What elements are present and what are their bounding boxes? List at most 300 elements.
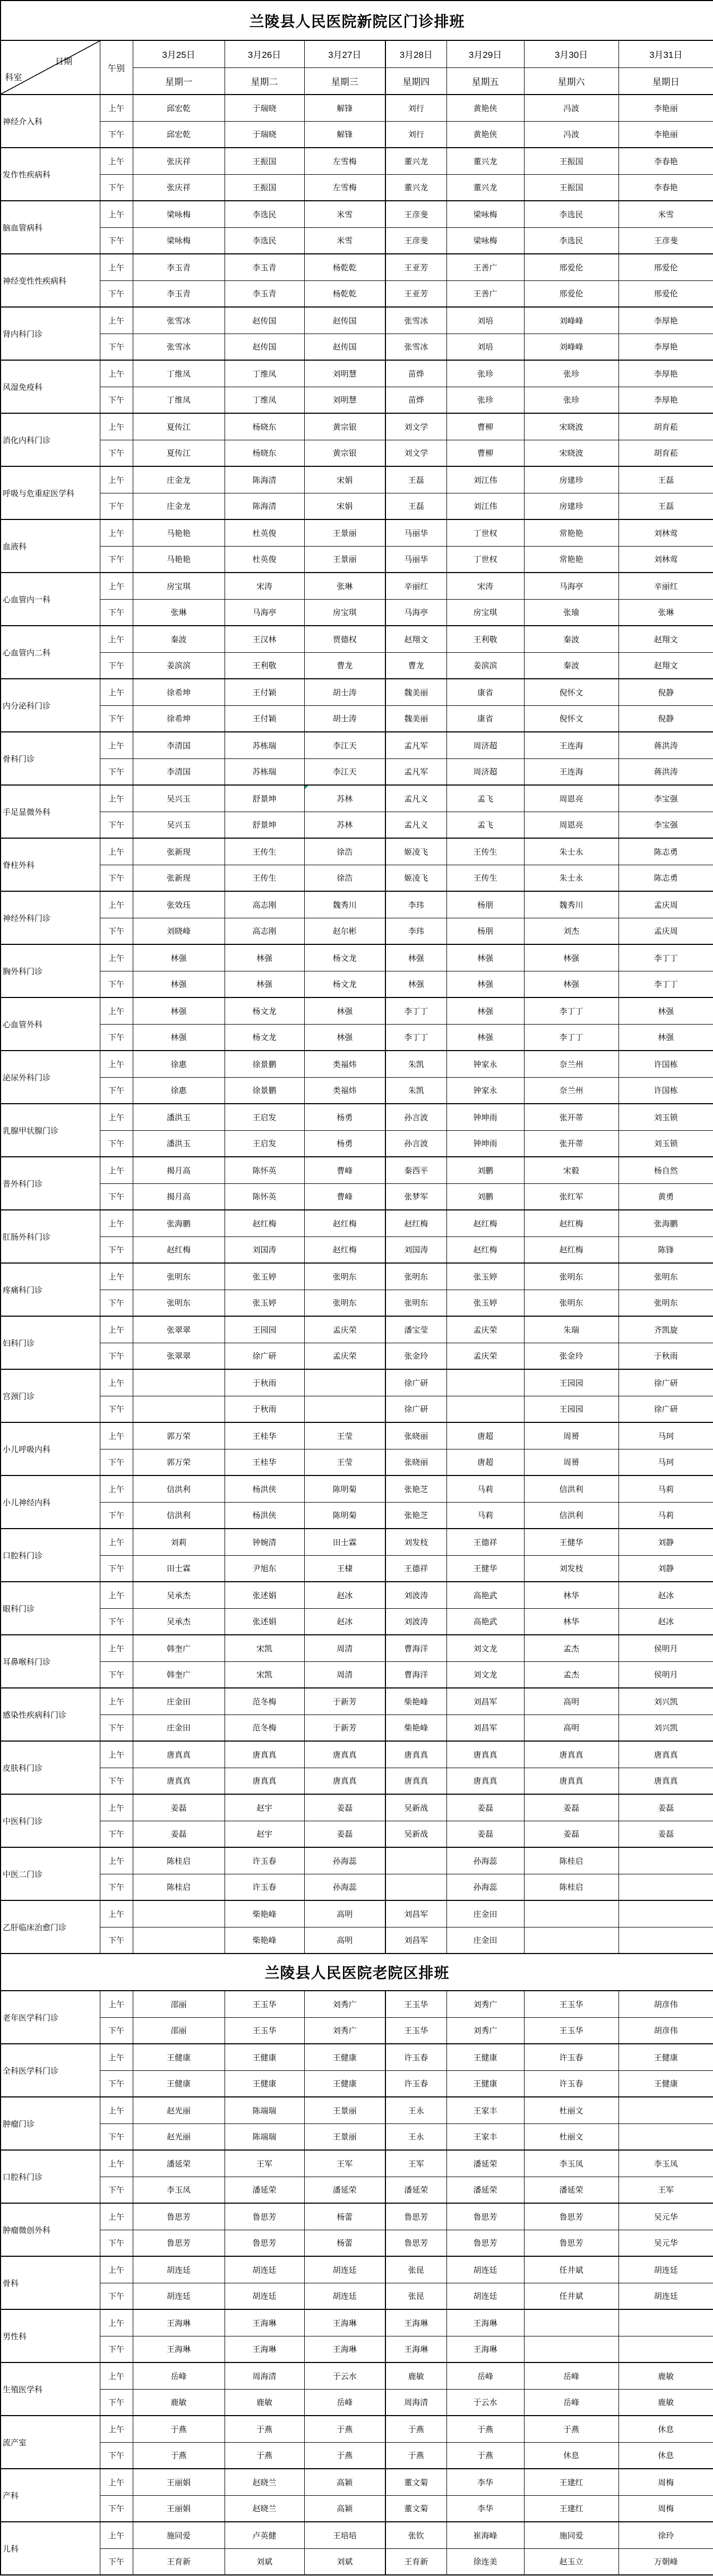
doctor-cell: 于燕: [225, 2416, 304, 2442]
department-name: 胸外科门诊: [1, 944, 100, 997]
doctor-cell: 李春艳: [618, 174, 713, 201]
doctor-cell: 邢爱伦: [618, 254, 713, 280]
doctor-cell: 陈端瑞: [225, 2123, 304, 2150]
doctor-cell: 姜磊: [524, 1794, 618, 1821]
doctor-cell: 岳峰: [524, 2362, 618, 2389]
doctor-cell: 信洪利: [133, 1502, 225, 1529]
session-label: 上午: [100, 148, 133, 174]
doctor-cell: 张珍: [446, 387, 524, 413]
doctor-cell: 胡连廷: [225, 2283, 304, 2309]
doctor-cell: 张述娟: [225, 1582, 304, 1608]
doctor-cell: 钟家永: [446, 1077, 524, 1104]
schedule-row: [1, 227, 713, 254]
doctor-cell: 王传生: [225, 838, 304, 865]
doctor-cell: 徐景鹏: [225, 1077, 304, 1104]
schedule-row: [1, 493, 713, 519]
doctor-cell: 秦波: [133, 626, 225, 652]
schedule-row: [1, 2416, 713, 2442]
doctor-cell: 马海亭: [385, 599, 446, 626]
doctor-cell: 王海琳: [133, 2336, 225, 2362]
doctor-cell: 张开蒂: [524, 1104, 618, 1130]
department-name: 呼吸与危重症医学科: [1, 466, 100, 519]
schedule-row: [1, 1290, 713, 1316]
session-label: 上午: [100, 201, 133, 227]
doctor-cell: 姜磊: [446, 1794, 524, 1821]
doctor-cell: 邱宏乾: [133, 95, 225, 121]
department-name: 小儿呼吸内科: [1, 1422, 100, 1475]
schedule-row: [1, 1502, 713, 1529]
doctor-cell: 陈志勇: [618, 838, 713, 865]
doctor-cell: 王玉华: [225, 1991, 304, 2017]
session-label: 下午: [100, 865, 133, 891]
doctor-cell: 夏传江: [133, 440, 225, 466]
doctor-cell: 杨乾乾: [304, 254, 385, 280]
doctor-cell: 苏栋瑞: [225, 758, 304, 785]
department-name: 儿科: [1, 2522, 100, 2575]
doctor-cell: 邱宏乾: [133, 121, 225, 148]
session-label: 下午: [100, 387, 133, 413]
doctor-cell: 周赟: [524, 1422, 618, 1449]
doctor-cell: 施同爱: [133, 2522, 225, 2548]
schedule-row: [1, 466, 713, 493]
doctor-cell: 奈兰州: [524, 1051, 618, 1077]
doctor-cell: 陈桂启: [524, 1847, 618, 1874]
doctor-cell: 李丁丁: [618, 944, 713, 971]
doctor-cell: 赵传国: [225, 334, 304, 360]
doctor-cell: 马莉: [618, 1502, 713, 1529]
department-name: 疼痛科门诊: [1, 1263, 100, 1316]
doctor-cell: 休息: [524, 2442, 618, 2469]
doctor-cell: 姜滨滨: [133, 652, 225, 679]
doctor-cell: 徐景鹏: [225, 1051, 304, 1077]
doctor-cell: 杨晓东: [225, 413, 304, 440]
doctor-cell: 房宝琪: [304, 599, 385, 626]
doctor-cell: 李丁丁: [524, 1024, 618, 1051]
doctor-cell: 李玉青: [133, 254, 225, 280]
schedule-row: [1, 1422, 713, 1449]
doctor-cell: 徐广研: [385, 1369, 446, 1396]
doctor-cell: 潘洪玉: [133, 1130, 225, 1157]
doctor-cell: 王军: [225, 2150, 304, 2177]
doctor-cell: 杨文龙: [304, 971, 385, 997]
doctor-cell: 丁世权: [446, 546, 524, 573]
session-label: 上午: [100, 1051, 133, 1077]
schedule-row: [1, 121, 713, 148]
doctor-cell: 施同爱: [524, 2522, 618, 2548]
doctor-cell: 胡连廷: [446, 2256, 524, 2283]
doctor-cell: 唐真真: [133, 1741, 225, 1768]
doctor-cell: 王建红: [524, 2495, 618, 2522]
doctor-cell: 鲁思芳: [133, 2203, 225, 2230]
doctor-cell: 林强: [618, 1024, 713, 1051]
doctor-cell: 王传生: [446, 838, 524, 865]
doctor-cell: 王启发: [225, 1130, 304, 1157]
weekday-header: 星期二: [225, 67, 304, 95]
doctor-cell: 刘晓峰: [133, 918, 225, 944]
schedule-row: [1, 732, 713, 758]
doctor-cell: 徐广研: [618, 1396, 713, 1422]
doctor-cell: 刘昌军: [446, 1715, 524, 1741]
doctor-cell: 唐超: [446, 1422, 524, 1449]
doctor-cell: 唐真真: [446, 1741, 524, 1768]
schedule-row: [1, 1104, 713, 1130]
schedule-row: [1, 1582, 713, 1608]
doctor-cell: 刘发枝: [385, 1529, 446, 1555]
doctor-cell: 揭月高: [133, 1157, 225, 1183]
doctor-cell: 林强: [524, 971, 618, 997]
doctor-cell: 刘昌军: [385, 1900, 446, 1927]
doctor-cell: 李丁丁: [385, 1024, 446, 1051]
session-label: 上午: [100, 679, 133, 705]
doctor-cell: 徐浩: [304, 865, 385, 891]
doctor-cell: 于秋雨: [225, 1369, 304, 1396]
weekday-header: 星期四: [385, 67, 446, 95]
session-label: 下午: [100, 1555, 133, 1582]
doctor-cell: 王启发: [225, 1104, 304, 1130]
doctor-cell: 马莉: [446, 1502, 524, 1529]
session-label: 上午: [100, 626, 133, 652]
doctor-cell: 王玉华: [385, 1991, 446, 2017]
doctor-cell: 林强: [133, 971, 225, 997]
doctor-cell: 任井斌: [524, 2283, 618, 2309]
doctor-cell: 房建珍: [524, 493, 618, 519]
doctor-cell: 周济超: [446, 758, 524, 785]
doctor-cell: 孙言波: [385, 1104, 446, 1130]
doctor-cell: 赵冰: [304, 1608, 385, 1635]
doctor-cell: 刘江伟: [446, 466, 524, 493]
schedule-row: [1, 1183, 713, 1210]
doctor-cell: 朱凯: [385, 1077, 446, 1104]
doctor-cell: 宋娟: [304, 466, 385, 493]
doctor-cell: 赵红梅: [524, 1210, 618, 1236]
doctor-cell: 刘林莺: [618, 546, 713, 573]
schedule-row: [1, 971, 713, 997]
doctor-cell: 朱瑞: [524, 1316, 618, 1343]
department-name: 肛肠外科门诊: [1, 1210, 100, 1263]
doctor-cell: 郭万荣: [133, 1422, 225, 1449]
session-label: 下午: [100, 440, 133, 466]
doctor-cell: 于燕: [524, 2416, 618, 2442]
department-name: 脑血管病科: [1, 201, 100, 254]
session-label: 下午: [100, 1608, 133, 1635]
doctor-cell: 揭月高: [133, 1183, 225, 1210]
date-header: 3月30日: [524, 40, 618, 67]
doctor-cell: 吴新战: [385, 1821, 446, 1847]
doctor-cell: 李选民: [524, 201, 618, 227]
doctor-cell: 柴艳峰: [385, 1688, 446, 1715]
schedule-row: [1, 95, 713, 121]
doctor-cell: 杨晓东: [225, 440, 304, 466]
session-label: 上午: [100, 2203, 133, 2230]
doctor-cell: 唐真真: [304, 1768, 385, 1794]
doctor-cell: 黄宗银: [304, 413, 385, 440]
doctor-cell: 孟凡义: [385, 785, 446, 812]
session-label: 上午: [100, 360, 133, 387]
doctor-cell: [618, 2336, 713, 2362]
doctor-cell: [385, 1874, 446, 1900]
doctor-cell: 冯波: [524, 121, 618, 148]
doctor-cell: 陈怀英: [225, 1157, 304, 1183]
doctor-cell: 林强: [225, 971, 304, 997]
doctor-cell: 王景丽: [304, 2123, 385, 2150]
doctor-cell: 王园园: [524, 1396, 618, 1422]
doctor-cell: 王健华: [446, 1555, 524, 1582]
doctor-cell: 杜英俊: [225, 519, 304, 546]
doctor-cell: 庄金田: [446, 1927, 524, 1954]
doctor-cell: 李厚艳: [618, 307, 713, 334]
schedule-row: [1, 652, 713, 679]
doctor-cell: 房建珍: [524, 466, 618, 493]
weekday-header: 星期五: [446, 67, 524, 95]
department-name: 乳腺甲状腺门诊: [1, 1104, 100, 1157]
session-label: 下午: [100, 1077, 133, 1104]
doctor-cell: 庄金龙: [133, 466, 225, 493]
session-label: 上午: [100, 1582, 133, 1608]
doctor-cell: 曹柳: [446, 440, 524, 466]
doctor-cell: 林华: [524, 1582, 618, 1608]
doctor-cell: 田士霖: [133, 1555, 225, 1582]
doctor-cell: 李厚艳: [618, 387, 713, 413]
doctor-cell: 杨朋: [446, 918, 524, 944]
doctor-cell: 刘秀广: [446, 1991, 524, 2017]
doctor-cell: 王连海: [524, 758, 618, 785]
doctor-cell: 李华: [446, 2469, 524, 2495]
doctor-cell: [618, 2097, 713, 2123]
doctor-cell: 于燕: [385, 2416, 446, 2442]
doctor-cell: 周清: [304, 1635, 385, 1661]
schedule-body: [1, 95, 713, 2575]
doctor-cell: 杜英俊: [225, 546, 304, 573]
doctor-cell: 胡连廷: [133, 2283, 225, 2309]
doctor-cell: [304, 1369, 385, 1396]
schedule-row: [1, 2097, 713, 2123]
doctor-cell: 吴承杰: [133, 1582, 225, 1608]
schedule-row: [1, 891, 713, 918]
doctor-cell: 李玮: [385, 891, 446, 918]
doctor-cell: 王玉华: [524, 2017, 618, 2044]
session-label: 下午: [100, 121, 133, 148]
doctor-cell: 丁维凤: [225, 387, 304, 413]
doctor-cell: 王健康: [304, 2070, 385, 2097]
doctor-cell: 刘文学: [385, 440, 446, 466]
doctor-cell: 张红军: [524, 1183, 618, 1210]
doctor-cell: 王景丽: [304, 519, 385, 546]
schedule-row: [1, 865, 713, 891]
doctor-cell: 胡育菘: [618, 440, 713, 466]
doctor-cell: 马海亭: [524, 573, 618, 599]
doctor-cell: 唐真真: [618, 1741, 713, 1768]
doctor-cell: 孟庆周: [618, 918, 713, 944]
doctor-cell: 张玉婷: [446, 1290, 524, 1316]
doctor-cell: 王健康: [225, 2070, 304, 2097]
doctor-cell: 潘延荣: [225, 2177, 304, 2203]
session-label: 上午: [100, 2469, 133, 2495]
doctor-cell: 唐真真: [618, 1768, 713, 1794]
session-label: 下午: [100, 2123, 133, 2150]
doctor-cell: 王培培: [304, 2522, 385, 2548]
department-name: 内分泌科门诊: [1, 679, 100, 732]
doctor-cell: 孟杰: [524, 1635, 618, 1661]
doctor-cell: 鲁思芳: [524, 2203, 618, 2230]
schedule-row: [1, 1077, 713, 1104]
department-name: 发作性疾病科: [1, 148, 100, 201]
doctor-cell: 唐真真: [385, 1741, 446, 1768]
schedule-row: [1, 997, 713, 1024]
doctor-cell: 王传生: [225, 865, 304, 891]
doctor-cell: 孟飞: [446, 812, 524, 838]
doctor-cell: 徐广研: [225, 1343, 304, 1369]
department-name: 皮肤科门诊: [1, 1741, 100, 1794]
doctor-cell: 宋涛: [225, 573, 304, 599]
doctor-cell: 岳峰: [304, 2389, 385, 2416]
schedule-row: [1, 2389, 713, 2416]
doctor-cell: 刘静: [618, 1529, 713, 1555]
doctor-cell: 王磊: [618, 466, 713, 493]
doctor-cell: 于瑞晓: [225, 95, 304, 121]
doctor-cell: 康省: [446, 705, 524, 732]
schedule-row: [1, 519, 713, 546]
schedule-title: 兰陵县人民医院老院区排班: [1, 1954, 713, 1991]
doctor-cell: 陈桂启: [524, 1874, 618, 1900]
doctor-cell: 李江天: [304, 732, 385, 758]
session-label: 下午: [100, 705, 133, 732]
doctor-cell: 王健康: [618, 2070, 713, 2097]
session-label: 上午: [100, 2416, 133, 2442]
doctor-cell: 于秋雨: [618, 1343, 713, 1369]
session-label: 下午: [100, 1874, 133, 1900]
schedule-row: [1, 2203, 713, 2230]
doctor-cell: 刘行: [385, 95, 446, 121]
doctor-cell: 赵红梅: [446, 1210, 524, 1236]
doctor-cell: 周梅: [618, 2495, 713, 2522]
doctor-cell: 张明东: [524, 1263, 618, 1290]
doctor-cell: 胡连廷: [225, 2256, 304, 2283]
doctor-cell: 张海鹏: [618, 1210, 713, 1236]
doctor-cell: 黄宗银: [304, 440, 385, 466]
doctor-cell: 王善广: [446, 280, 524, 307]
session-label: 下午: [100, 1821, 133, 1847]
doctor-cell: 吴兴玉: [133, 812, 225, 838]
schedule-row: [1, 918, 713, 944]
session-label: 上午: [100, 1635, 133, 1661]
department-name: 生殖医学科: [1, 2362, 100, 2416]
doctor-cell: 李厚艳: [618, 334, 713, 360]
doctor-cell: 张珍: [524, 360, 618, 387]
doctor-cell: 王育新: [133, 2548, 225, 2575]
doctor-cell: 张金玲: [524, 1343, 618, 1369]
doctor-cell: 鹿敏: [133, 2389, 225, 2416]
doctor-cell: [524, 1927, 618, 1954]
session-label: 上午: [100, 573, 133, 599]
doctor-cell: 康省: [446, 679, 524, 705]
doctor-cell: 王玉华: [524, 1991, 618, 2017]
doctor-cell: 张明东: [618, 1263, 713, 1290]
doctor-cell: 王海琳: [385, 2336, 446, 2362]
schedule-row: [1, 1741, 713, 1768]
doctor-cell: 钟坤雨: [446, 1104, 524, 1130]
session-label: 上午: [100, 732, 133, 758]
doctor-cell: 王利敬: [446, 626, 524, 652]
session-label: 下午: [100, 1449, 133, 1475]
doctor-cell: 刘波涛: [385, 1582, 446, 1608]
doctor-cell: 董文菊: [385, 2469, 446, 2495]
weekday-header: 星期一: [133, 67, 225, 95]
doctor-cell: 庄金龙: [133, 493, 225, 519]
session-label: 下午: [100, 2495, 133, 2522]
session-label: 下午: [100, 2230, 133, 2256]
session-label: 下午: [100, 1396, 133, 1422]
doctor-cell: 刘培: [446, 307, 524, 334]
department-name: 心血管内二科: [1, 626, 100, 679]
doctor-cell: 刘明慧: [304, 387, 385, 413]
doctor-cell: 邢爱伦: [524, 254, 618, 280]
doctor-cell: 徐广研: [385, 1396, 446, 1422]
doctor-cell: 韩奎广: [133, 1635, 225, 1661]
doctor-cell: 林强: [133, 1024, 225, 1051]
doctor-cell: 张晓丽: [385, 1422, 446, 1449]
doctor-cell: 朱凯: [385, 1051, 446, 1077]
doctor-cell: 孟凡军: [385, 732, 446, 758]
doctor-cell: 丁维凤: [133, 387, 225, 413]
session-label: 下午: [100, 174, 133, 201]
doctor-cell: 张玉婷: [446, 1263, 524, 1290]
doctor-cell: 许玉春: [385, 2070, 446, 2097]
doctor-cell: 刘秀广: [446, 2017, 524, 2044]
doctor-cell: [385, 1847, 446, 1874]
schedule-row: [1, 280, 713, 307]
doctor-cell: 王园园: [225, 1316, 304, 1343]
doctor-cell: 赵尔彬: [304, 918, 385, 944]
doctor-cell: 米雪: [304, 227, 385, 254]
schedule-row: [1, 2336, 713, 2362]
doctor-cell: 王彦斐: [618, 227, 713, 254]
session-label: 下午: [100, 599, 133, 626]
doctor-cell: 徐浩: [304, 838, 385, 865]
doctor-cell: 张明东: [133, 1263, 225, 1290]
session-label: 上午: [100, 944, 133, 971]
doctor-cell: 常艳艳: [524, 546, 618, 573]
session-label: 上午: [100, 2362, 133, 2389]
session-label: 下午: [100, 1715, 133, 1741]
session-label: 下午: [100, 2070, 133, 2097]
doctor-cell: 张雪冰: [385, 307, 446, 334]
session-label: 下午: [100, 2548, 133, 2575]
doctor-cell: 张昆: [385, 2256, 446, 2283]
doctor-cell: 于燕: [446, 2442, 524, 2469]
schedule-row: [1, 785, 713, 812]
session-label: 上午: [100, 254, 133, 280]
department-name: 神经外科门诊: [1, 891, 100, 944]
doctor-cell: 魏美丽: [385, 679, 446, 705]
doctor-cell: 王桂华: [225, 1449, 304, 1475]
doctor-cell: 高明: [524, 1688, 618, 1715]
doctor-cell: 鹿敏: [225, 2389, 304, 2416]
doctor-cell: 左雪梅: [304, 174, 385, 201]
doctor-cell: 张玉婷: [225, 1263, 304, 1290]
doctor-cell: 鲁思芳: [133, 2230, 225, 2256]
doctor-cell: 于燕: [446, 2416, 524, 2442]
doctor-cell: 李玉青: [225, 254, 304, 280]
doctor-cell: 赵玉立: [524, 2548, 618, 2575]
doctor-cell: 于燕: [385, 2442, 446, 2469]
doctor-cell: 邵丽: [133, 2017, 225, 2044]
doctor-cell: 刘昌军: [446, 1688, 524, 1715]
doctor-cell: 于燕: [133, 2416, 225, 2442]
doctor-cell: 潘延荣: [385, 2177, 446, 2203]
schedule-row: [1, 2548, 713, 2575]
doctor-cell: 常艳艳: [524, 519, 618, 546]
doctor-cell: 张玉婷: [225, 1290, 304, 1316]
